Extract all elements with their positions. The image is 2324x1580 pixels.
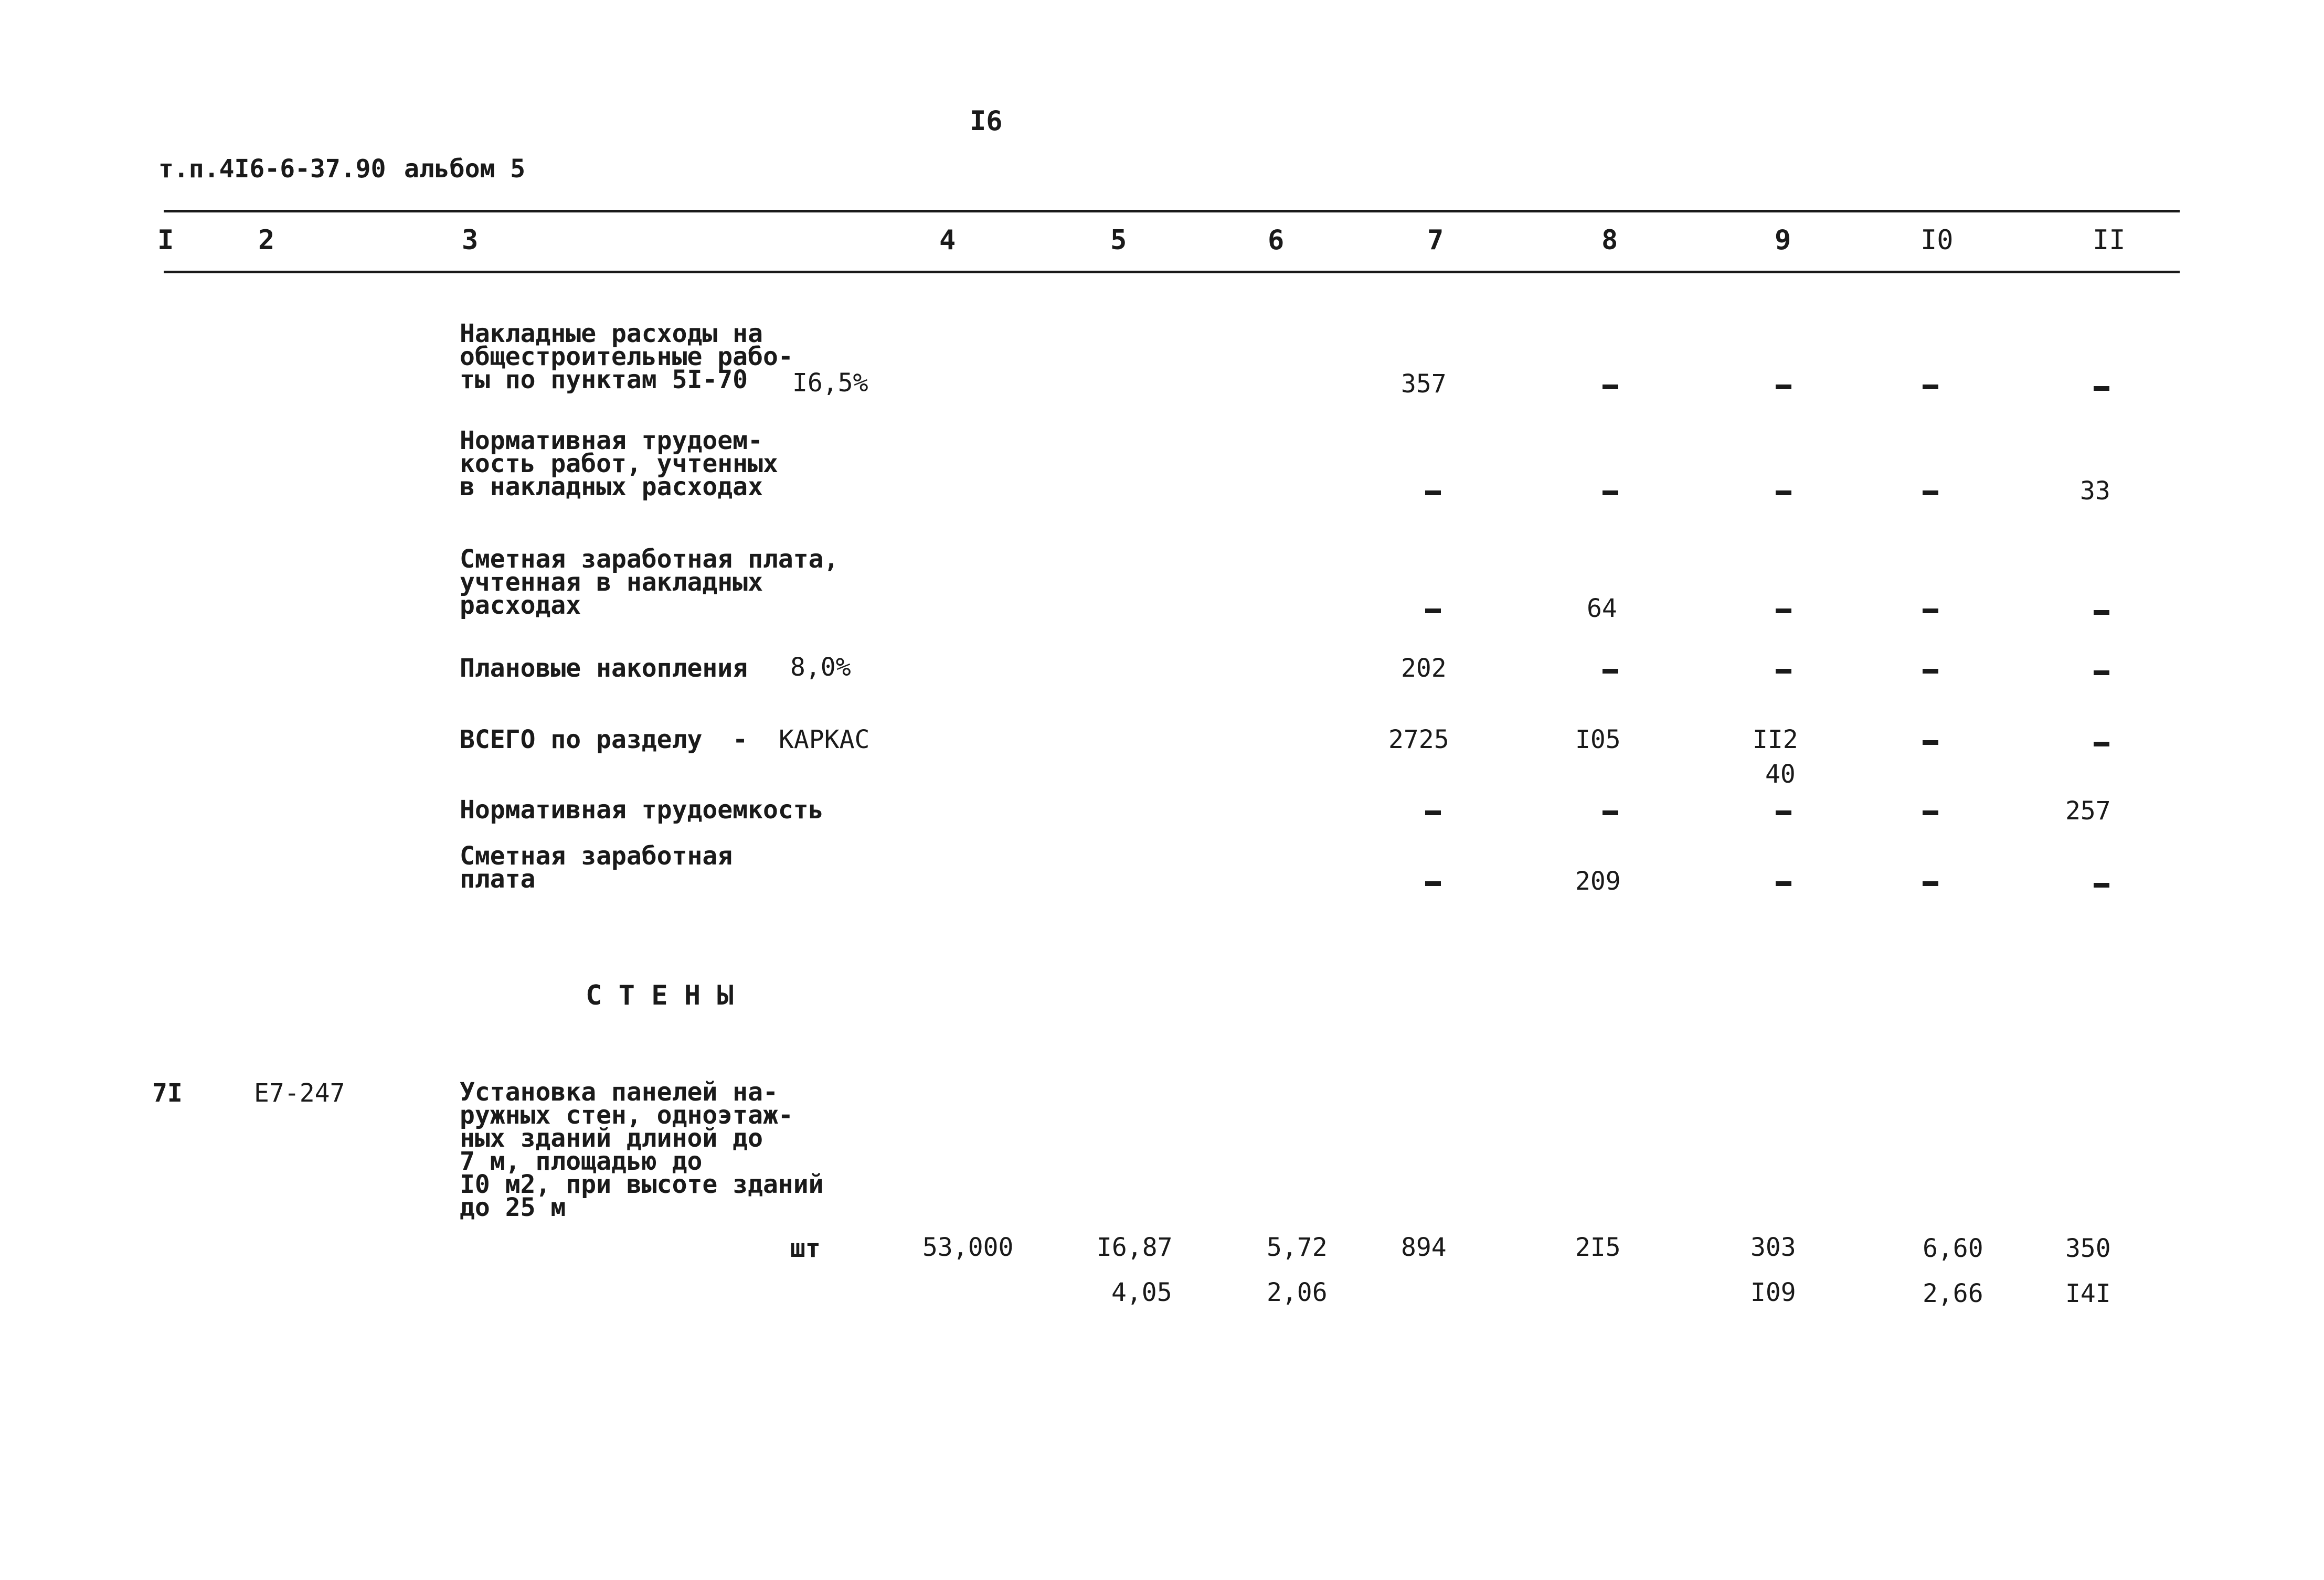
column-header-10: I0 <box>1920 225 1954 256</box>
dash-mark <box>1923 490 1938 495</box>
column-header-1: I <box>157 225 174 256</box>
document-reference: т.п.4I6-6-37.90 <box>158 154 386 184</box>
overhead-col7: 357 <box>1401 369 1447 399</box>
dash-mark <box>2094 670 2109 675</box>
section-total-label: ВСЕГО по разделу - <box>460 725 748 754</box>
section-total-name: КАРКАС <box>779 725 870 754</box>
dash-mark <box>1776 810 1791 815</box>
dash-mark <box>1923 669 1938 674</box>
item-unit: шт <box>790 1234 821 1263</box>
column-header-7: 7 <box>1427 225 1444 256</box>
dash-mark <box>1776 490 1791 495</box>
header-bottom-rule <box>164 271 2180 273</box>
dash-mark <box>1776 385 1791 389</box>
dash-mark <box>1923 608 1938 613</box>
dash-mark <box>2094 386 2109 391</box>
overhead-label: Накладные расходы на общестроительные рабо- ты по пунктам 5I-70 <box>460 319 793 394</box>
wages-col8: 209 <box>1575 867 1621 896</box>
dash-mark <box>2094 883 2109 888</box>
labor-norm-col11: 257 <box>2065 796 2111 826</box>
dash-mark <box>2094 610 2109 615</box>
item-col9-second: I09 <box>1750 1278 1796 1307</box>
item-description: Установка панелей на- ружных стен, одноэтаж- ных зданий длиной до 7 м, площадью до I0 м2, при высоте зданий до 25 м <box>460 1077 824 1222</box>
dash-mark <box>1603 810 1618 815</box>
planned-savings-col7: 202 <box>1401 654 1447 683</box>
planned-savings-rate: 8,0% <box>790 653 851 682</box>
dash-mark <box>1776 608 1791 613</box>
planned-savings-label: Плановые накопления <box>460 654 748 683</box>
item-quantity: 53,000 <box>922 1233 1014 1262</box>
section-total-col8: I05 <box>1575 725 1621 754</box>
wages-overhead-col8: 64 <box>1587 594 1617 623</box>
dash-mark <box>1425 490 1441 495</box>
item-number: 7I <box>152 1079 183 1108</box>
dash-mark <box>1425 810 1441 815</box>
dash-mark <box>1776 881 1791 886</box>
section-title: С Т Е Н Ы <box>586 980 734 1011</box>
album-label: альбом 5 <box>404 154 526 184</box>
section-total-col7: 2725 <box>1388 725 1449 754</box>
overhead-rate: I6,5% <box>792 368 868 398</box>
column-header-11: II <box>2093 225 2126 256</box>
column-header-5: 5 <box>1110 225 1127 256</box>
dash-mark <box>1603 490 1618 495</box>
dash-mark <box>1923 740 1938 745</box>
dash-mark <box>1923 810 1938 815</box>
dash-mark <box>1923 881 1938 886</box>
item-col11: 350 <box>2065 1234 2111 1263</box>
item-col8: 2I5 <box>1575 1233 1621 1262</box>
item-col7: 894 <box>1401 1233 1447 1262</box>
dash-mark <box>1603 385 1618 389</box>
dash-mark <box>1923 385 1938 389</box>
item-col6-second: 2,06 <box>1267 1278 1328 1307</box>
dash-mark <box>1425 881 1441 886</box>
wages-overhead-label: Сметная заработная плата, учтенная в накладных расходах <box>460 545 839 620</box>
column-header-2: 2 <box>258 225 275 256</box>
section-total-col9-second: 40 <box>1765 760 1796 789</box>
labor-norm-overhead-col11: 33 <box>2080 476 2110 506</box>
labor-norm-label: Нормативная трудоемкость <box>460 795 824 825</box>
wages-label: Сметная заработная плата <box>460 841 733 894</box>
item-code: Е7-247 <box>254 1079 345 1108</box>
dash-mark <box>1603 669 1618 674</box>
item-col5: I6,87 <box>1097 1233 1173 1262</box>
item-col10: 6,60 <box>1923 1234 1983 1263</box>
column-header-8: 8 <box>1601 225 1618 256</box>
labor-norm-overhead-label: Нормативная трудоем- кость работ, учтенных в накладных расходах <box>460 426 778 501</box>
item-col9: 303 <box>1750 1233 1796 1262</box>
dash-mark <box>1776 669 1791 674</box>
section-total-col9: II2 <box>1753 725 1798 754</box>
dash-mark <box>2094 742 2109 746</box>
item-col6: 5,72 <box>1267 1233 1328 1262</box>
column-header-9: 9 <box>1775 225 1791 256</box>
item-col5-second: 4,05 <box>1111 1278 1172 1307</box>
item-col10-second: 2,66 <box>1923 1279 1983 1308</box>
page-number: I6 <box>970 105 1003 137</box>
dash-mark <box>1425 608 1441 613</box>
column-header-3: 3 <box>462 225 479 256</box>
item-col11-second: I4I <box>2065 1279 2111 1308</box>
column-header-4: 4 <box>939 225 956 256</box>
column-header-6: 6 <box>1268 225 1285 256</box>
header-top-rule <box>164 210 2180 212</box>
